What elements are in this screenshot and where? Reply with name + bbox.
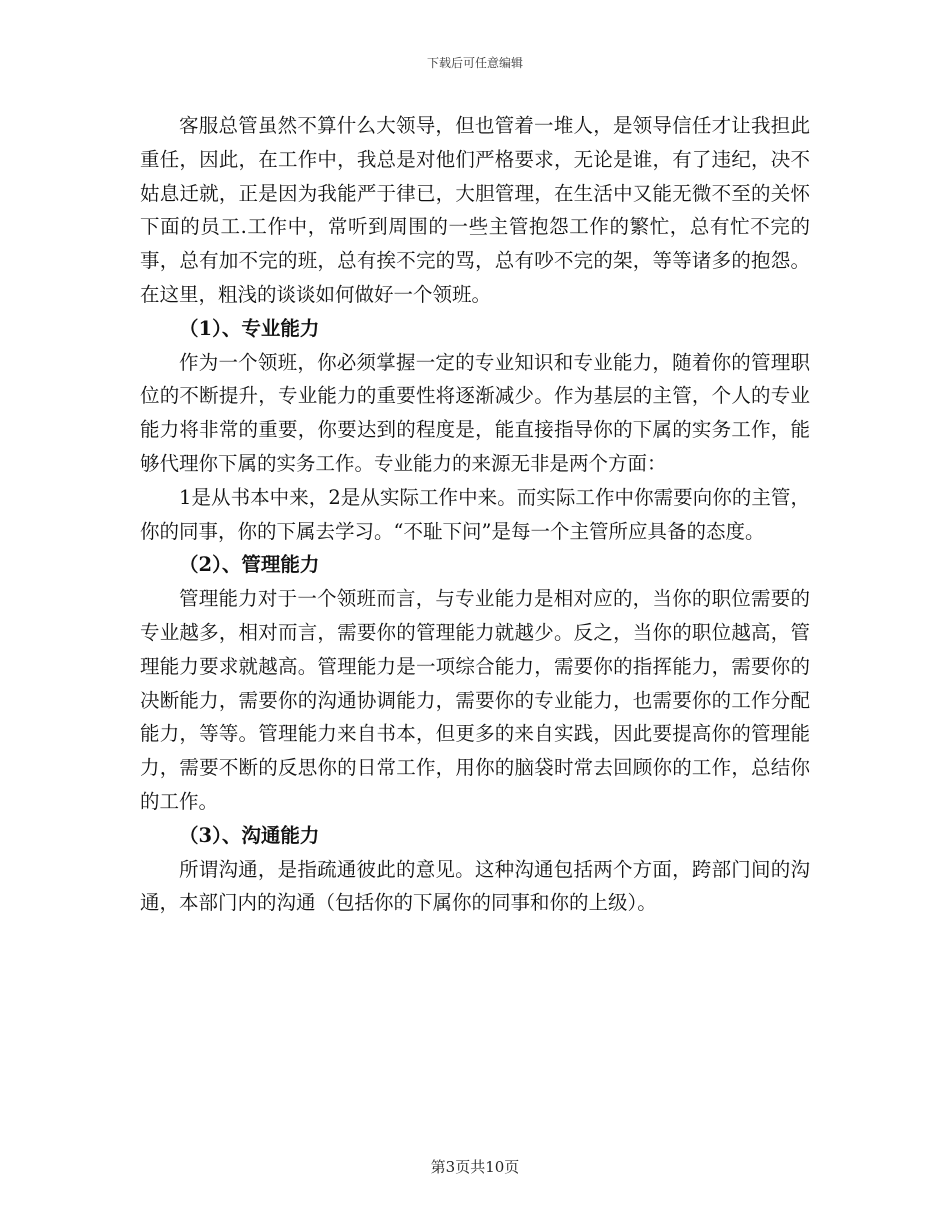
page-number: 第3页共10页: [430, 1158, 520, 1176]
page-header: 下载后可任意编辑: [426, 56, 523, 70]
paragraph-professional: 作为一个领班，你必须掌握一定的专业知识和专业能力，随着你的管理职位的不断提升，专业能力的重要性将逐渐减少。作为基层的主管，个人的专业能力将非常的重要，你要达到的程度是，能直接指导你的下属的实务工作，能够代理你下属的实务工作。专业能力的来源无非是两个方面：: [140, 350, 810, 475]
paragraph-management: 管理能力对于一个领班而言，与专业能力是相对应的，当你的职位需要的专业越多，相对而言，需要你的管理能力就越少。反之，当你的职位越高，管理能力要求就越高。管理能力是一项综合能力，需要你的指挥能力，需要你的决断能力，需要你的沟通协调能力，需要你的专业能力，也需要你的工作分配能力，等等。管理能力来自书本，但更多的来自实践，因此要提高你的管理能力，需要不断的反思你的日常工作，用你的脑袋时常去回顾你的工作，总结你的工作。: [140, 587, 810, 813]
document-body: [140, 109, 810, 920]
paragraph-communication: 所谓沟通，是指疏通彼此的意见。这种沟通包括两个方面，跨部门间的沟通，本部门内的沟通（包括你的下属你的同事和你的上级）。: [140, 857, 810, 915]
section-heading-professional: （1）、专业能力: [179, 316, 320, 340]
paragraph-professional-sources: 1是从书本中来，2是从实际工作中来。而实际工作中你需要向你的主管，你的同事，你的下属去学习。“不耻下问”是每一个主管所应具备的态度。: [140, 485, 810, 543]
section-heading-management: （2）、管理能力: [179, 553, 320, 577]
section-heading-communication: （3）、沟通能力: [179, 823, 320, 847]
paragraph-intro: 客服总管虽然不算什么大领导，但也管着一堆人，是领导信任才让我担此重任，因此，在工作中，我总是对他们严格要求，无论是谁，有了违纪，决不姑息迁就，正是因为我能严于律已，大胆管理，在生活中又能无微不至的关怀下面的员工.工作中，常听到周围的一些主管抱怨工作的繁忙，总有忙不完的事，总有加不完的班，总有挨不完的骂，总有吵不完的架，等等诸多的抱怨。在这里，粗浅的谈谈如何做好一个领班。: [140, 114, 810, 306]
